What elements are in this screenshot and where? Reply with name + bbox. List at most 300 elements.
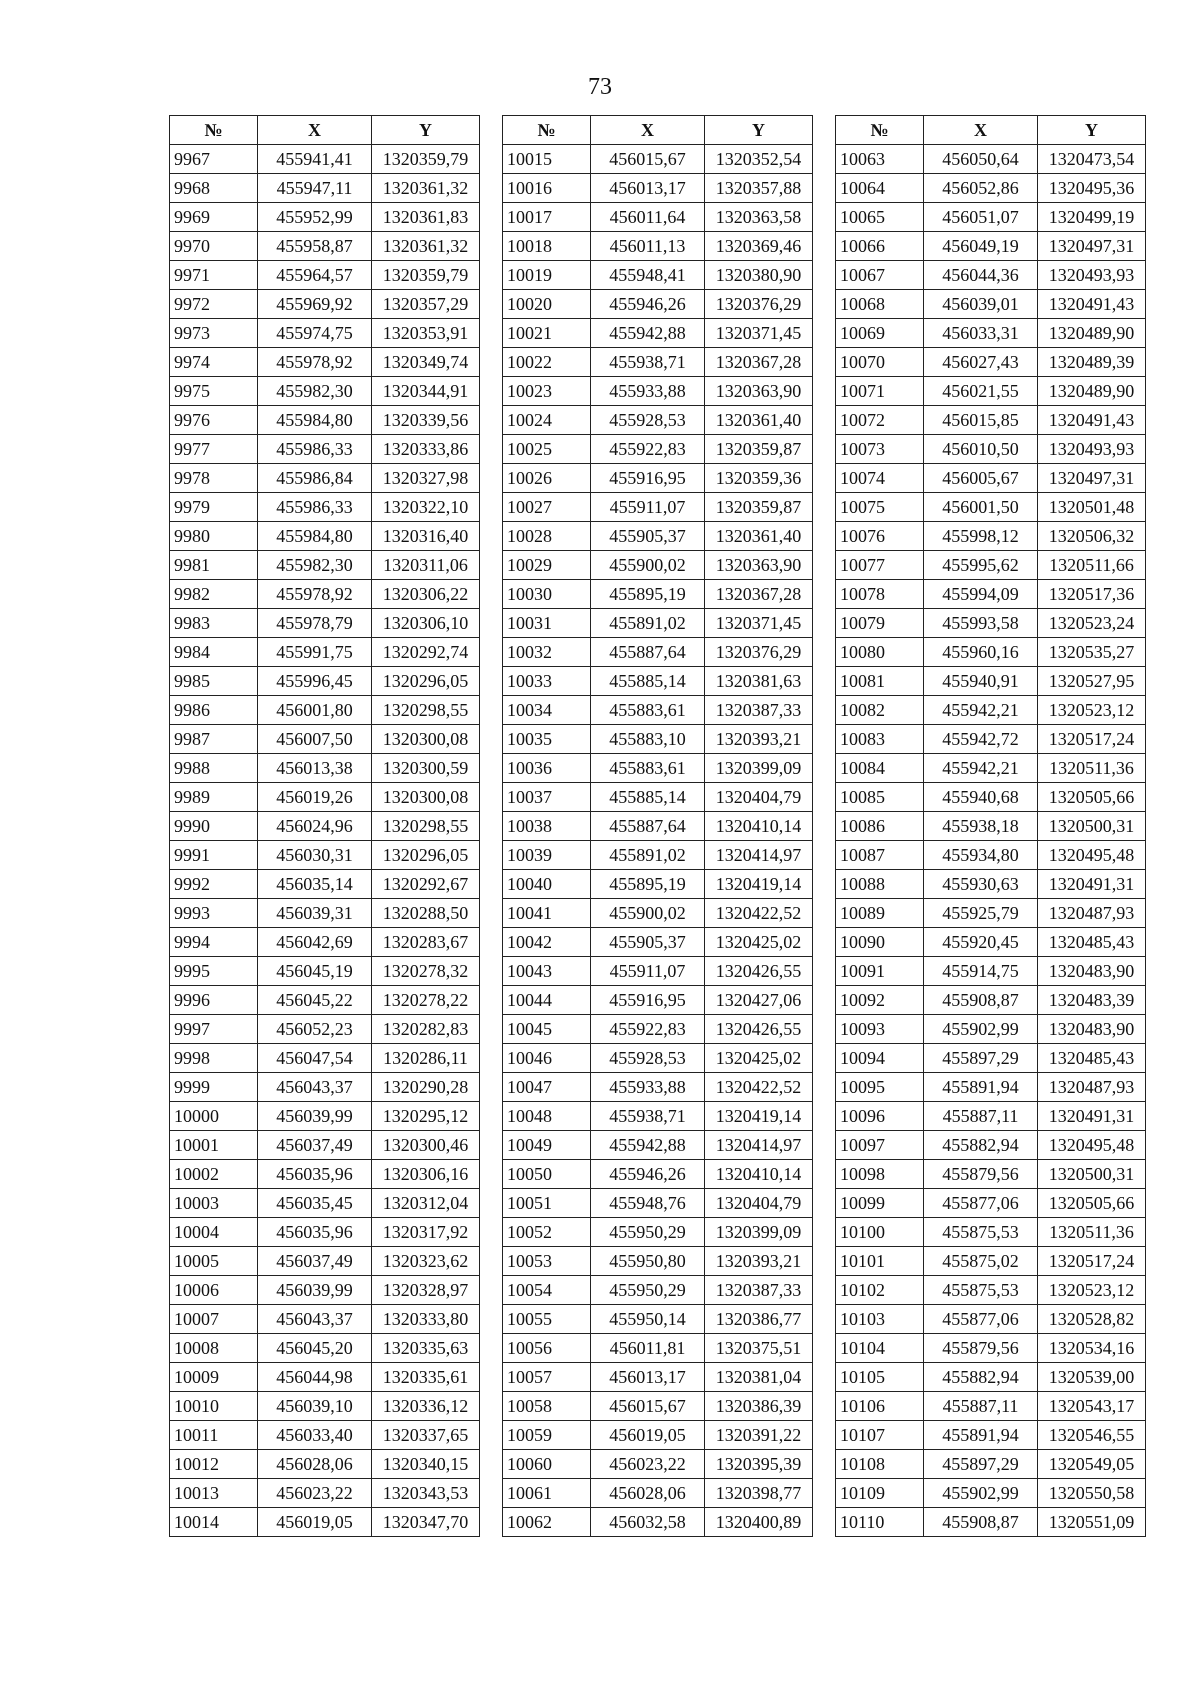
x-coordinate-cell: 455885,14: [591, 783, 705, 812]
point-number-cell: 10021: [503, 319, 591, 348]
table-row: [836, 754, 1146, 783]
point-number-cell: 10069: [836, 319, 924, 348]
table-row: [170, 986, 480, 1015]
table-row: [503, 1363, 813, 1392]
point-number-cell: 10095: [836, 1073, 924, 1102]
x-coordinate-cell: 456021,55: [924, 377, 1038, 406]
y-coordinate-cell: 1320491,31: [1038, 1102, 1146, 1131]
header-number: №: [170, 116, 258, 145]
table-row: [836, 435, 1146, 464]
table-row: [170, 1479, 480, 1508]
x-coordinate-cell: 455875,53: [924, 1276, 1038, 1305]
point-number-cell: 10051: [503, 1189, 591, 1218]
table-row: [170, 1189, 480, 1218]
table-row: [170, 754, 480, 783]
point-number-cell: 10032: [503, 638, 591, 667]
point-number-cell: 10063: [836, 145, 924, 174]
y-coordinate-cell: 1320539,00: [1038, 1363, 1146, 1392]
y-coordinate-cell: 1320422,52: [705, 899, 813, 928]
x-coordinate-cell: 455891,02: [591, 841, 705, 870]
table-row: [836, 1305, 1146, 1334]
table-row: [170, 1131, 480, 1160]
x-coordinate-cell: 456035,96: [258, 1160, 372, 1189]
x-coordinate-cell: 456045,19: [258, 957, 372, 986]
header-y: Y: [705, 116, 813, 145]
point-number-cell: 10035: [503, 725, 591, 754]
table-row: [503, 841, 813, 870]
point-number-cell: 9970: [170, 232, 258, 261]
point-number-cell: 10099: [836, 1189, 924, 1218]
x-coordinate-cell: 455877,06: [924, 1189, 1038, 1218]
x-coordinate-cell: 456013,17: [591, 1363, 705, 1392]
y-coordinate-cell: 1320306,16: [372, 1160, 480, 1189]
table-row: [836, 841, 1146, 870]
x-coordinate-cell: 456037,49: [258, 1247, 372, 1276]
y-coordinate-cell: 1320336,12: [372, 1392, 480, 1421]
table-row: [170, 493, 480, 522]
y-coordinate-cell: 1320387,33: [705, 1276, 813, 1305]
y-coordinate-cell: 1320489,90: [1038, 377, 1146, 406]
point-number-cell: 10101: [836, 1247, 924, 1276]
x-coordinate-cell: 456033,40: [258, 1421, 372, 1450]
x-coordinate-cell: 455947,11: [258, 174, 372, 203]
y-coordinate-cell: 1320387,33: [705, 696, 813, 725]
table-row: [170, 174, 480, 203]
y-coordinate-cell: 1320505,66: [1038, 783, 1146, 812]
y-coordinate-cell: 1320399,09: [705, 754, 813, 783]
y-coordinate-cell: 1320361,40: [705, 406, 813, 435]
coordinates-table-3: [835, 115, 1146, 1537]
y-coordinate-cell: 1320497,31: [1038, 464, 1146, 493]
x-coordinate-cell: 455946,26: [591, 290, 705, 319]
point-number-cell: 9996: [170, 986, 258, 1015]
point-number-cell: 10025: [503, 435, 591, 464]
table-row: [503, 928, 813, 957]
y-coordinate-cell: 1320286,11: [372, 1044, 480, 1073]
y-coordinate-cell: 1320323,62: [372, 1247, 480, 1276]
table-row: [836, 1160, 1146, 1189]
table-row: [836, 580, 1146, 609]
x-coordinate-cell: 456049,19: [924, 232, 1038, 261]
table-row: [836, 145, 1146, 174]
x-coordinate-cell: 455982,30: [258, 551, 372, 580]
point-number-cell: 10004: [170, 1218, 258, 1247]
x-coordinate-cell: 455950,80: [591, 1247, 705, 1276]
point-number-cell: 9980: [170, 522, 258, 551]
point-number-cell: 10085: [836, 783, 924, 812]
x-coordinate-cell: 455942,88: [591, 319, 705, 348]
x-coordinate-cell: 455941,41: [258, 145, 372, 174]
point-number-cell: 10043: [503, 957, 591, 986]
table-row: [836, 1189, 1146, 1218]
y-coordinate-cell: 1320381,63: [705, 667, 813, 696]
y-coordinate-cell: 1320527,95: [1038, 667, 1146, 696]
point-number-cell: 10056: [503, 1334, 591, 1363]
table-row: [503, 1479, 813, 1508]
point-number-cell: 9976: [170, 406, 258, 435]
x-coordinate-cell: 455950,29: [591, 1218, 705, 1247]
x-coordinate-cell: 455891,94: [924, 1073, 1038, 1102]
point-number-cell: 9991: [170, 841, 258, 870]
x-coordinate-cell: 456005,67: [924, 464, 1038, 493]
y-coordinate-cell: 1320306,10: [372, 609, 480, 638]
point-number-cell: 10104: [836, 1334, 924, 1363]
x-coordinate-cell: 455984,80: [258, 522, 372, 551]
x-coordinate-cell: 456050,64: [924, 145, 1038, 174]
y-coordinate-cell: 1320295,12: [372, 1102, 480, 1131]
table-row: [503, 406, 813, 435]
x-coordinate-cell: 456042,69: [258, 928, 372, 957]
x-coordinate-cell: 456052,86: [924, 174, 1038, 203]
y-coordinate-cell: 1320404,79: [705, 1189, 813, 1218]
point-number-cell: 10074: [836, 464, 924, 493]
table-row: [170, 580, 480, 609]
point-number-cell: 10067: [836, 261, 924, 290]
x-coordinate-cell: 455934,80: [924, 841, 1038, 870]
table-row: [836, 1363, 1146, 1392]
x-coordinate-cell: 455942,72: [924, 725, 1038, 754]
x-coordinate-cell: 455877,06: [924, 1305, 1038, 1334]
table-row: [503, 812, 813, 841]
table-row: [170, 1044, 480, 1073]
x-coordinate-cell: 455882,94: [924, 1363, 1038, 1392]
y-coordinate-cell: 1320327,98: [372, 464, 480, 493]
point-number-cell: 10072: [836, 406, 924, 435]
table-row: [836, 812, 1146, 841]
x-coordinate-cell: 456011,13: [591, 232, 705, 261]
point-number-cell: 10064: [836, 174, 924, 203]
point-number-cell: 9977: [170, 435, 258, 464]
table-row: [170, 1102, 480, 1131]
y-coordinate-cell: 1320300,59: [372, 754, 480, 783]
x-coordinate-cell: 455938,71: [591, 1102, 705, 1131]
x-coordinate-cell: 455986,84: [258, 464, 372, 493]
table-row: [170, 1334, 480, 1363]
y-coordinate-cell: 1320487,93: [1038, 899, 1146, 928]
table-row: [170, 812, 480, 841]
y-coordinate-cell: 1320523,24: [1038, 609, 1146, 638]
y-coordinate-cell: 1320491,43: [1038, 290, 1146, 319]
x-coordinate-cell: 455882,94: [924, 1131, 1038, 1160]
y-coordinate-cell: 1320282,83: [372, 1015, 480, 1044]
y-coordinate-cell: 1320312,04: [372, 1189, 480, 1218]
point-number-cell: 10027: [503, 493, 591, 522]
y-coordinate-cell: 1320335,61: [372, 1363, 480, 1392]
point-number-cell: 10037: [503, 783, 591, 812]
header-x: X: [924, 116, 1038, 145]
y-coordinate-cell: 1320296,05: [372, 841, 480, 870]
table-row: [503, 1131, 813, 1160]
table-row: [836, 377, 1146, 406]
x-coordinate-cell: 455900,02: [591, 551, 705, 580]
point-number-cell: 10031: [503, 609, 591, 638]
table-row: [836, 899, 1146, 928]
x-coordinate-cell: 456011,64: [591, 203, 705, 232]
page-number: 73: [588, 74, 612, 100]
y-coordinate-cell: 1320311,06: [372, 551, 480, 580]
y-coordinate-cell: 1320352,54: [705, 145, 813, 174]
y-coordinate-cell: 1320359,36: [705, 464, 813, 493]
point-number-cell: 10023: [503, 377, 591, 406]
x-coordinate-cell: 456037,49: [258, 1131, 372, 1160]
x-coordinate-cell: 455942,21: [924, 696, 1038, 725]
y-coordinate-cell: 1320517,24: [1038, 1247, 1146, 1276]
y-coordinate-cell: 1320288,50: [372, 899, 480, 928]
table-row: [503, 493, 813, 522]
point-number-cell: 10098: [836, 1160, 924, 1189]
x-coordinate-cell: 455948,41: [591, 261, 705, 290]
table-row: [170, 841, 480, 870]
x-coordinate-cell: 456039,99: [258, 1102, 372, 1131]
point-number-cell: 9999: [170, 1073, 258, 1102]
point-number-cell: 9968: [170, 174, 258, 203]
x-coordinate-cell: 455897,29: [924, 1450, 1038, 1479]
x-coordinate-cell: 455883,10: [591, 725, 705, 754]
table-row: [170, 899, 480, 928]
table-row: [503, 1508, 813, 1537]
header-y: Y: [1038, 116, 1146, 145]
table-row: [170, 783, 480, 812]
header-x: X: [258, 116, 372, 145]
y-coordinate-cell: 1320290,28: [372, 1073, 480, 1102]
point-number-cell: 10078: [836, 580, 924, 609]
y-coordinate-cell: 1320410,14: [705, 1160, 813, 1189]
point-number-cell: 9985: [170, 667, 258, 696]
y-coordinate-cell: 1320363,90: [705, 377, 813, 406]
x-coordinate-cell: 455964,57: [258, 261, 372, 290]
point-number-cell: 10083: [836, 725, 924, 754]
point-number-cell: 10020: [503, 290, 591, 319]
table-row: [170, 1305, 480, 1334]
x-coordinate-cell: 455887,64: [591, 638, 705, 667]
y-coordinate-cell: 1320386,39: [705, 1392, 813, 1421]
table-row: [170, 696, 480, 725]
y-coordinate-cell: 1320381,04: [705, 1363, 813, 1392]
point-number-cell: 10107: [836, 1421, 924, 1450]
point-number-cell: 10041: [503, 899, 591, 928]
y-coordinate-cell: 1320419,14: [705, 870, 813, 899]
x-coordinate-cell: 456039,31: [258, 899, 372, 928]
x-coordinate-cell: 456019,26: [258, 783, 372, 812]
y-coordinate-cell: 1320489,39: [1038, 348, 1146, 377]
table-row: [836, 1015, 1146, 1044]
y-coordinate-cell: 1320549,05: [1038, 1450, 1146, 1479]
point-number-cell: 9982: [170, 580, 258, 609]
y-coordinate-cell: 1320497,31: [1038, 232, 1146, 261]
point-number-cell: 10024: [503, 406, 591, 435]
x-coordinate-cell: 455895,19: [591, 580, 705, 609]
x-coordinate-cell: 455946,26: [591, 1160, 705, 1189]
x-coordinate-cell: 455952,99: [258, 203, 372, 232]
x-coordinate-cell: 455891,02: [591, 609, 705, 638]
point-number-cell: 9975: [170, 377, 258, 406]
y-coordinate-cell: 1320298,55: [372, 696, 480, 725]
table-row: [170, 1073, 480, 1102]
y-coordinate-cell: 1320491,31: [1038, 870, 1146, 899]
point-number-cell: 10009: [170, 1363, 258, 1392]
y-coordinate-cell: 1320511,36: [1038, 1218, 1146, 1247]
table-row: [836, 1102, 1146, 1131]
y-coordinate-cell: 1320363,58: [705, 203, 813, 232]
y-coordinate-cell: 1320361,40: [705, 522, 813, 551]
table-row: [170, 1508, 480, 1537]
point-number-cell: 10012: [170, 1450, 258, 1479]
x-coordinate-cell: 455938,18: [924, 812, 1038, 841]
point-number-cell: 10070: [836, 348, 924, 377]
point-number-cell: 10038: [503, 812, 591, 841]
x-coordinate-cell: 455883,61: [591, 754, 705, 783]
y-coordinate-cell: 1320349,74: [372, 348, 480, 377]
y-coordinate-cell: 1320306,22: [372, 580, 480, 609]
table-row: [170, 1160, 480, 1189]
point-number-cell: 9995: [170, 957, 258, 986]
y-coordinate-cell: 1320353,91: [372, 319, 480, 348]
x-coordinate-cell: 455938,71: [591, 348, 705, 377]
table-row: [503, 551, 813, 580]
x-coordinate-cell: 455905,37: [591, 928, 705, 957]
x-coordinate-cell: 455993,58: [924, 609, 1038, 638]
x-coordinate-cell: 455948,76: [591, 1189, 705, 1218]
x-coordinate-cell: 456011,81: [591, 1334, 705, 1363]
x-coordinate-cell: 456039,10: [258, 1392, 372, 1421]
table-row: [503, 870, 813, 899]
point-number-cell: 9993: [170, 899, 258, 928]
point-number-cell: 10057: [503, 1363, 591, 1392]
y-coordinate-cell: 1320523,12: [1038, 1276, 1146, 1305]
y-coordinate-cell: 1320300,08: [372, 725, 480, 754]
point-number-cell: 9981: [170, 551, 258, 580]
table-row: [503, 1102, 813, 1131]
y-coordinate-cell: 1320535,27: [1038, 638, 1146, 667]
table-row: [503, 1160, 813, 1189]
table-row: [503, 174, 813, 203]
table-row: [836, 725, 1146, 754]
point-number-cell: 10034: [503, 696, 591, 725]
table-row: [170, 957, 480, 986]
point-number-cell: 10065: [836, 203, 924, 232]
y-coordinate-cell: 1320376,29: [705, 638, 813, 667]
table-row: [503, 1334, 813, 1363]
point-number-cell: 9971: [170, 261, 258, 290]
point-number-cell: 10073: [836, 435, 924, 464]
x-coordinate-cell: 455879,56: [924, 1160, 1038, 1189]
y-coordinate-cell: 1320369,46: [705, 232, 813, 261]
x-coordinate-cell: 455922,83: [591, 435, 705, 464]
point-number-cell: 10091: [836, 957, 924, 986]
y-coordinate-cell: 1320361,83: [372, 203, 480, 232]
table-row: [836, 522, 1146, 551]
table-row: [170, 290, 480, 319]
x-coordinate-cell: 456007,50: [258, 725, 372, 754]
y-coordinate-cell: 1320340,15: [372, 1450, 480, 1479]
point-number-cell: 10050: [503, 1160, 591, 1189]
y-coordinate-cell: 1320380,90: [705, 261, 813, 290]
table-row: [170, 406, 480, 435]
point-number-cell: 10046: [503, 1044, 591, 1073]
point-number-cell: 10045: [503, 1015, 591, 1044]
x-coordinate-cell: 456024,96: [258, 812, 372, 841]
point-number-cell: 10029: [503, 551, 591, 580]
table-row: [170, 667, 480, 696]
y-coordinate-cell: 1320404,79: [705, 783, 813, 812]
y-coordinate-cell: 1320517,36: [1038, 580, 1146, 609]
table-header-row: [503, 116, 813, 145]
point-number-cell: 10084: [836, 754, 924, 783]
y-coordinate-cell: 1320487,93: [1038, 1073, 1146, 1102]
y-coordinate-cell: 1320511,36: [1038, 754, 1146, 783]
y-coordinate-cell: 1320359,87: [705, 435, 813, 464]
y-coordinate-cell: 1320427,06: [705, 986, 813, 1015]
x-coordinate-cell: 455875,53: [924, 1218, 1038, 1247]
x-coordinate-cell: 455900,02: [591, 899, 705, 928]
y-coordinate-cell: 1320414,97: [705, 1131, 813, 1160]
table-row: [170, 435, 480, 464]
coordinates-table-2: [502, 115, 813, 1537]
x-coordinate-cell: 456013,38: [258, 754, 372, 783]
point-number-cell: 10094: [836, 1044, 924, 1073]
point-number-cell: 9967: [170, 145, 258, 174]
x-coordinate-cell: 456001,80: [258, 696, 372, 725]
table-row: [503, 1073, 813, 1102]
x-coordinate-cell: 455925,79: [924, 899, 1038, 928]
y-coordinate-cell: 1320517,24: [1038, 725, 1146, 754]
table-row: [503, 638, 813, 667]
table-row: [503, 203, 813, 232]
table-row: [170, 725, 480, 754]
y-coordinate-cell: 1320495,48: [1038, 1131, 1146, 1160]
table-row: [170, 609, 480, 638]
table-row: [836, 1421, 1146, 1450]
table-row: [170, 1247, 480, 1276]
table-row: [836, 783, 1146, 812]
y-coordinate-cell: 1320511,66: [1038, 551, 1146, 580]
table-row: [503, 1450, 813, 1479]
point-number-cell: 10026: [503, 464, 591, 493]
table-row: [836, 493, 1146, 522]
table-row: [503, 1276, 813, 1305]
table-row: [503, 232, 813, 261]
table-row: [836, 1392, 1146, 1421]
x-coordinate-cell: 455942,88: [591, 1131, 705, 1160]
point-number-cell: 9983: [170, 609, 258, 638]
table-row: [836, 870, 1146, 899]
point-number-cell: 10019: [503, 261, 591, 290]
table-row: [170, 1450, 480, 1479]
point-number-cell: 10018: [503, 232, 591, 261]
y-coordinate-cell: 1320367,28: [705, 580, 813, 609]
x-coordinate-cell: 456027,43: [924, 348, 1038, 377]
point-number-cell: 10006: [170, 1276, 258, 1305]
table-row: [170, 1392, 480, 1421]
table-row: [170, 1015, 480, 1044]
y-coordinate-cell: 1320410,14: [705, 812, 813, 841]
table-row: [503, 290, 813, 319]
y-coordinate-cell: 1320300,46: [372, 1131, 480, 1160]
point-number-cell: 10075: [836, 493, 924, 522]
y-coordinate-cell: 1320296,05: [372, 667, 480, 696]
x-coordinate-cell: 455933,88: [591, 377, 705, 406]
table-row: [170, 928, 480, 957]
y-coordinate-cell: 1320534,16: [1038, 1334, 1146, 1363]
table-row: [836, 261, 1146, 290]
table-row: [836, 638, 1146, 667]
point-number-cell: 10093: [836, 1015, 924, 1044]
y-coordinate-cell: 1320391,22: [705, 1421, 813, 1450]
y-coordinate-cell: 1320386,77: [705, 1305, 813, 1334]
y-coordinate-cell: 1320363,90: [705, 551, 813, 580]
x-coordinate-cell: 455908,87: [924, 986, 1038, 1015]
table-row: [503, 783, 813, 812]
